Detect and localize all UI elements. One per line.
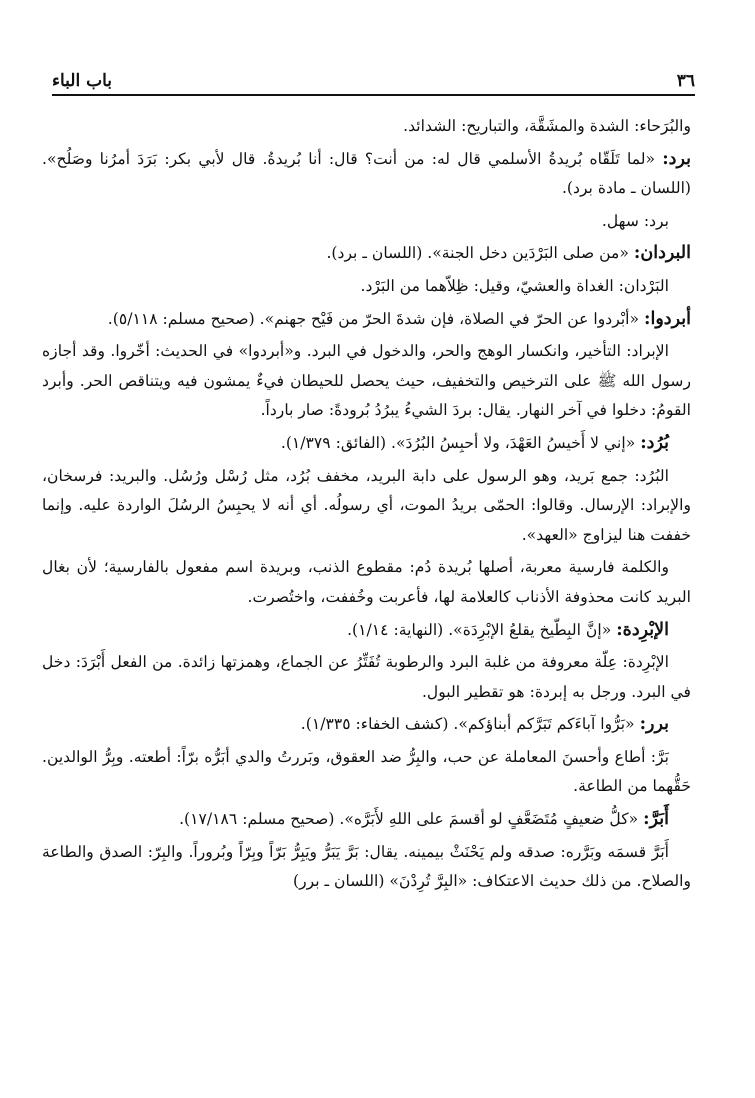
paragraph-text: الإبراد: التأخير، وانكسار الوهج والحر، والدخول في البرد. و«أبردوا» في الحديث: أخّروا. وقد أجازه رسول الله ﷺ على الترخيص والتخفيف، حيث يحصل للحيطان فيءٌ يمشون فيه ويتناقص الحر. وأبرد القومُ: دخلوا في آخر النهار. يقال: بردَ الشيءُ يبرُدُ بُرودةً: صار بارداً.	[42, 342, 691, 420]
hadith-entry	[42, 805, 691, 835]
explanation-paragraph	[42, 838, 691, 897]
headword: الإبْرِدة:	[616, 619, 669, 640]
page-body	[42, 112, 691, 900]
paragraph-text: البَرْدان: الغداة والعشيّ، وقيل: ظِلاّهما من البَرْد.	[360, 276, 669, 295]
explanation-paragraph	[42, 272, 691, 302]
hadith-entry	[42, 239, 691, 269]
headword: برر:	[639, 714, 669, 735]
page-header	[52, 62, 695, 96]
paragraph-text: بَرَّ: أطاع وأحسنَ المعاملة عن حب، والبِرُّ ضد العقوق، وبَررتُ والدي أبَرُّه برّاً: أطعته. وبِرُّ الوالدين. حَقُّهما من الطاعة.	[42, 747, 691, 796]
explanation-paragraph	[42, 207, 691, 237]
paragraph-text: والبُرَحاء: الشدة والمشَقَّة، والتباريح: الشدائد.	[403, 117, 691, 135]
paragraph-text: الإبْرِدة: عِلّة معروفة من غلبة البرد والرطوبة تُفَتِّرُ عن الجماع، وهمزتها زائدة. من الفعل أَبْرَدَ: دخل في البرد. ورجل به إبردة: هو تقطير البول.	[42, 653, 691, 701]
hadith-entry	[42, 616, 691, 646]
explanation-paragraph	[42, 112, 691, 142]
paragraph-text: أَبَرَّ قسمَه وبَرَّره: صدقه ولم يَحْنَثْ بيمينه. يقال: بَرَّ يَبَرُّ ويَبِرُّ بَرّاً وبِرّاً وبُروراً. والبِرّ: الصدق والطاعة والصلاح. من ذلك حديث الاعتكاف: «البِرَّ تُرِدْنَ» (اللسان ـ برر)	[42, 842, 691, 891]
hadith-entry	[42, 305, 691, 335]
hadith-text: «إني لا أَخيسُ العَهْدَ، ولا أحبِسُ البُرُدَ». (الفائق: ١/٣٧٩).	[280, 433, 636, 452]
headword: البردان:	[633, 243, 691, 264]
paragraph-text: البُرُد: جمع بَريد، وهو الرسول على دابة البريد، مخفف بُرُد، مثل رُسْل ورُسُل. والبريد: فرسخان، والإبراد: الإرسال. وقالوا: الحمّى بريدُ الموت، أي رسولُه. أي أنه لا يحبِسُ الرسُلَ الواردة عليه. وإنما خففت هنا ليزاوج «العهد».	[42, 466, 691, 544]
explanation-paragraph	[42, 337, 691, 426]
hadith-text: «أبْردوا عن الحرّ في الصلاة، فإن شدةَ الحرّ من فَيْح جهنم». (صحيح مسلم: ٥/١١٨).	[107, 309, 640, 328]
headword: أَبَرَّ:	[643, 809, 669, 830]
hadith-text: «كلُّ ضعيفٍ مُتَضَعَّفٍ لو أقسمَ على اللهِ لأَبَرَّه». (صحيح مسلم: ١٧/١٨٦).	[179, 810, 639, 829]
hadith-entry	[42, 429, 691, 459]
hadith-text: «من صلى البَرْدَين دخل الجنة». (اللسان ـ برد).	[326, 244, 629, 263]
headword: بُرُد:	[640, 432, 669, 453]
explanation-paragraph	[42, 553, 691, 612]
explanation-paragraph	[42, 648, 691, 707]
paragraph-text: والكلمة فارسية معربة، أصلها بُريدة دُم: مقطوع الذنب، وبريدة اسم مفعول بالفارسية؛ لأن بغال البريد كانت محذوفة الأذناب كالعلامة لها، فأعربت وخُففت، واختُصرت.	[42, 558, 691, 606]
hadith-text: «لما تَلَقّاه بُريدةُ الأسلمي قال له: من أنت؟ قال: أنا بُريدةُ. قال لأبي بكر: بَرَدَ أمرُنا وصَلُح». (اللسان ـ مادة برد).	[42, 149, 691, 198]
hadith-entry	[42, 145, 691, 204]
headword: أبردوا:	[644, 308, 691, 329]
headword: برد:	[662, 148, 691, 169]
section-title: باب الباء	[52, 71, 113, 91]
paragraph-text: برد: سهل.	[601, 211, 669, 230]
explanation-paragraph	[42, 743, 691, 802]
hadith-text: «إنَّ البِطّيخ يقلعُ الإبْرِدَة». (النهاية: ١/١٤).	[347, 620, 612, 639]
hadith-text: «بَرُّوا آباءَكم تَبَرَّكم أبناؤكم». (كشف الخفاء: ١/٣٣٥).	[300, 715, 635, 734]
hadith-entry	[42, 710, 691, 740]
explanation-paragraph	[42, 462, 691, 551]
page-number: ٣٦	[676, 71, 695, 91]
